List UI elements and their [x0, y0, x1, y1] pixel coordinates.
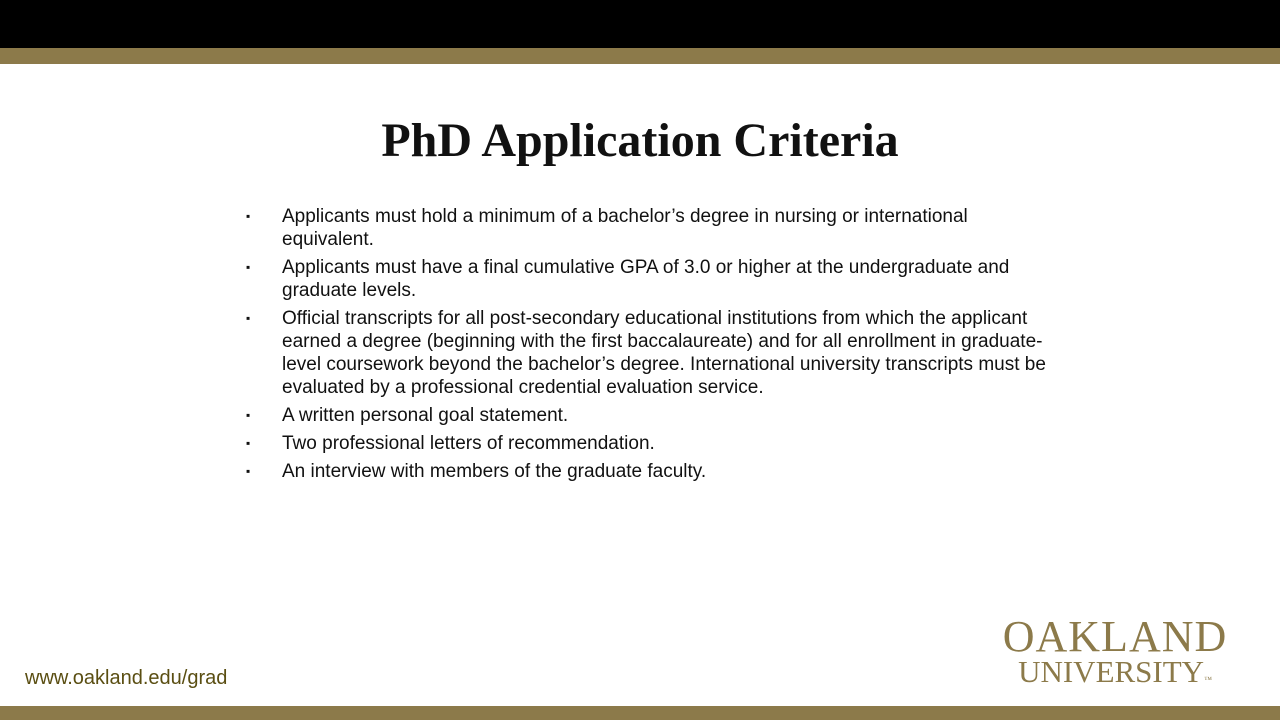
logo-line-university — [990, 654, 1240, 694]
criteria-text: An interview with members of the graduate faculty. — [282, 461, 707, 482]
criteria-item — [246, 205, 1046, 251]
logo-line-oakland: OAKLAND — [1002, 612, 1228, 661]
criteria-item — [246, 460, 1046, 483]
slide-title: PhD Application Criteria — [381, 114, 899, 167]
criteria-list — [246, 205, 1046, 488]
criteria-item — [246, 432, 1046, 455]
bullet-icon: ▪ — [246, 408, 251, 422]
criteria-text: Applicants must hold a minimum of a bachelor’s degree in nursing or international equivalent. — [282, 206, 968, 250]
trademark-symbol: ™ — [1204, 675, 1212, 684]
criteria-text: Two professional letters of recommendation. — [282, 433, 655, 454]
criteria-text: Applicants must have a final cumulative GPA of 3.0 or higher at the undergraduate and graduate levels. — [282, 257, 1010, 301]
bullet-icon: ▪ — [246, 436, 251, 450]
bullet-icon: ▪ — [246, 209, 251, 223]
top-bar — [0, 0, 1280, 48]
criteria-text: A written personal goal statement. — [282, 405, 569, 426]
logo-line-university-text: UNIVERSITY — [1018, 654, 1205, 689]
bullet-icon: ▪ — [246, 464, 251, 478]
criteria-text: Official transcripts for all post-secondary educational institutions from which the applicant earned a degree (beginning with the first baccalaureate) and for all enrollment in graduate-level coursework beyond the bachelor’s degree. International university transcripts must be evaluated by a professional credential evaluation service. — [282, 308, 1046, 398]
bullet-icon: ▪ — [246, 260, 251, 274]
bottom-accent-stripe — [0, 706, 1280, 720]
top-accent-stripe — [0, 48, 1280, 64]
footer-url-link[interactable]: www.oakland.edu/grad — [25, 667, 228, 689]
criteria-item — [246, 256, 1046, 302]
criteria-item — [246, 404, 1046, 427]
oakland-university-logo — [990, 612, 1240, 694]
bullet-icon: ▪ — [246, 311, 251, 325]
criteria-item — [246, 307, 1046, 399]
